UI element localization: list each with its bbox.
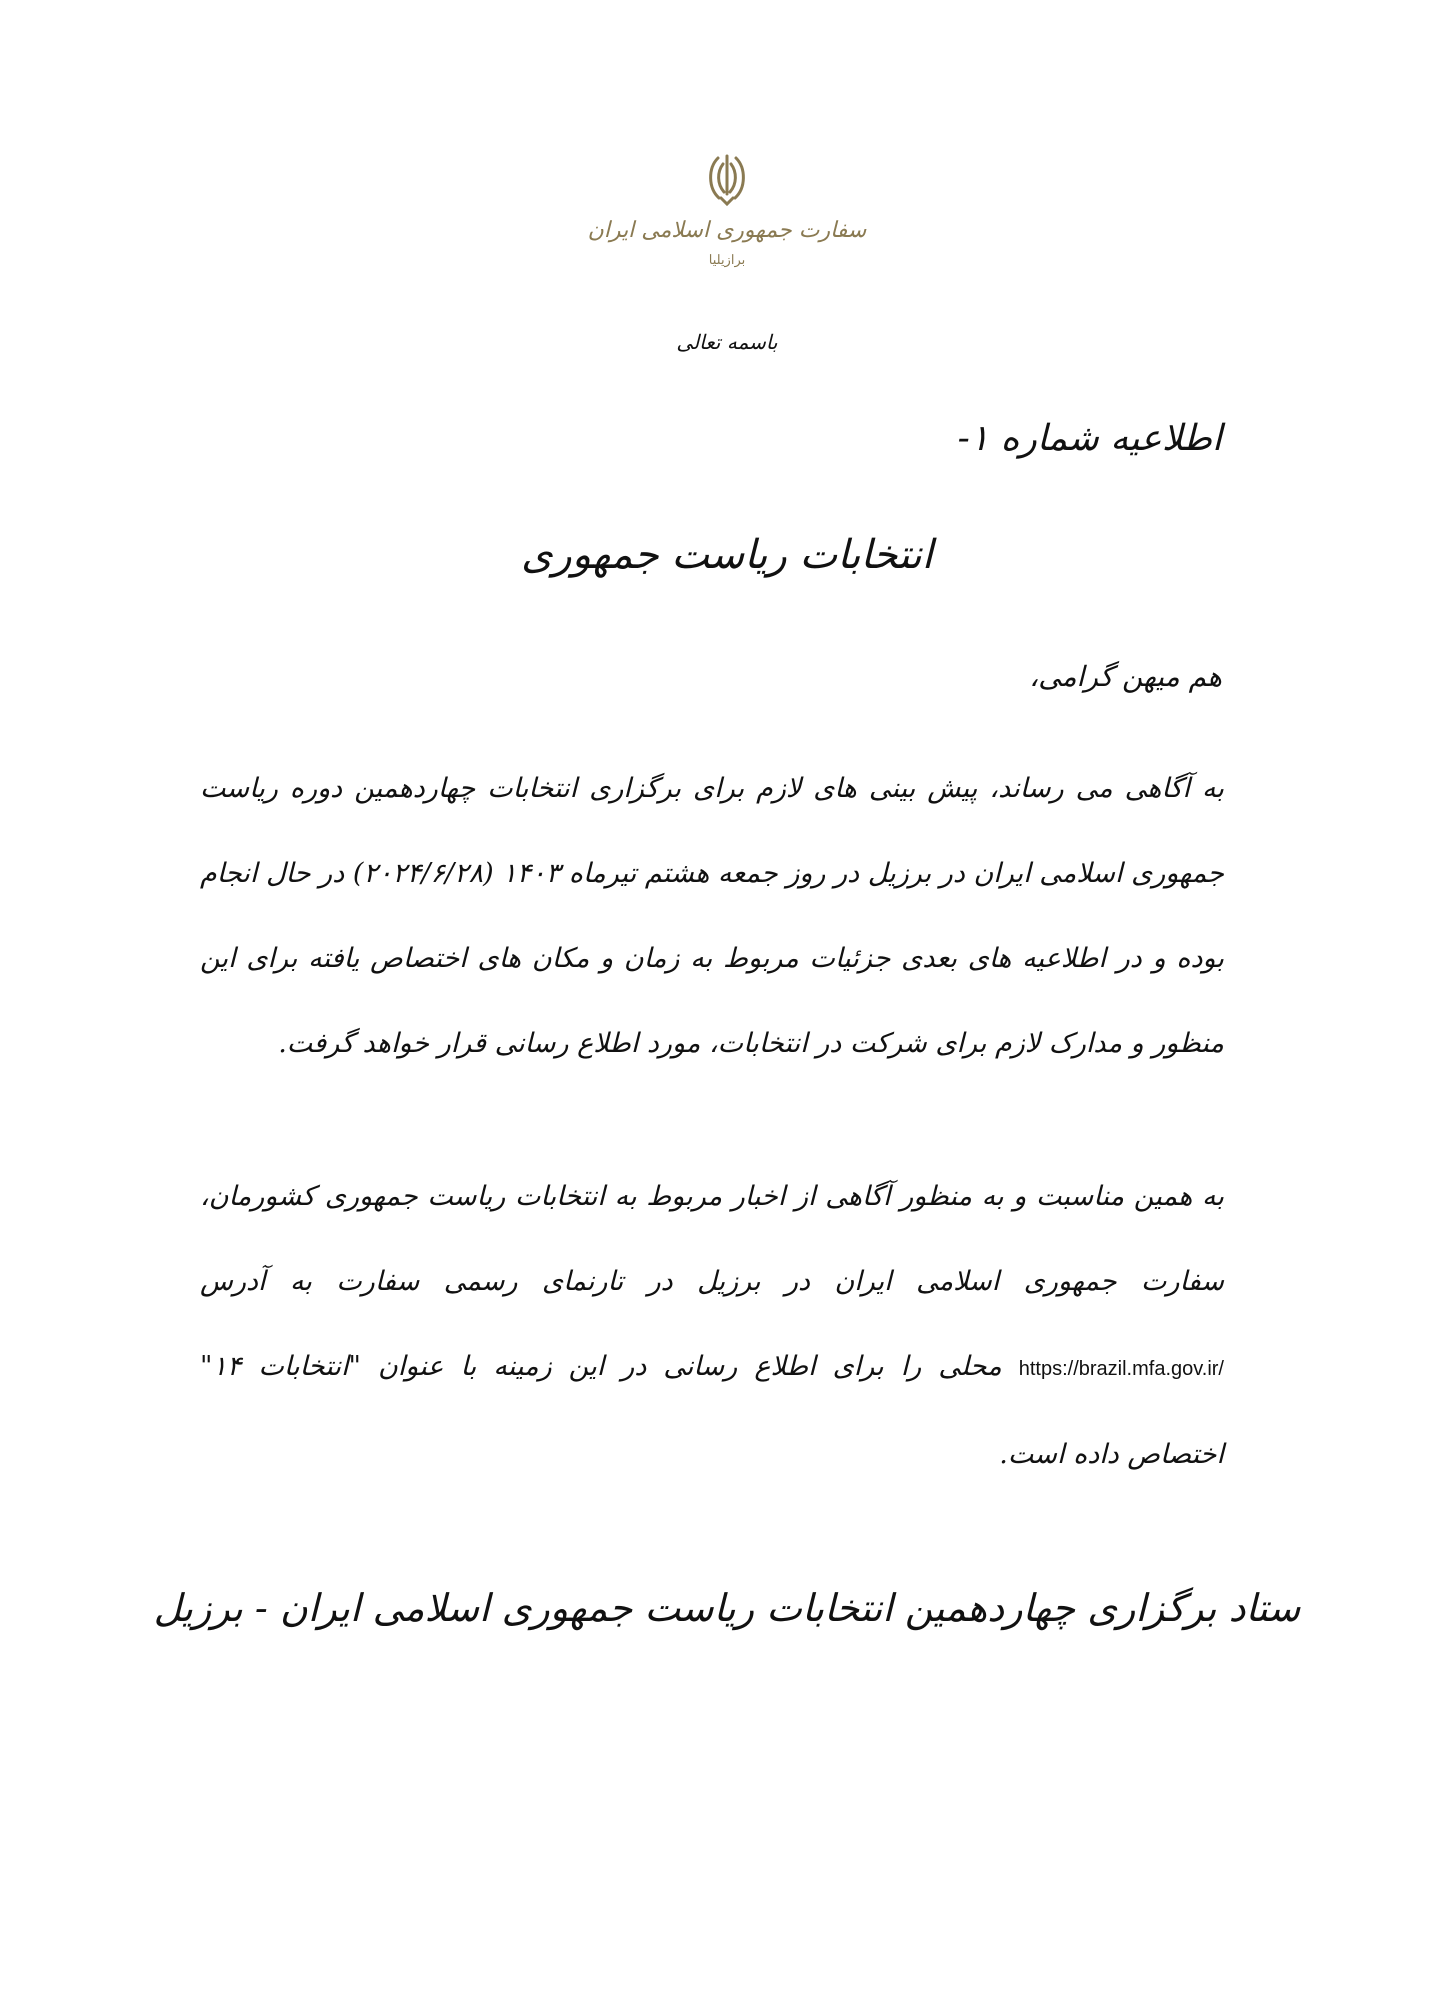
website-url: https://brazil.mfa.gov.ir/	[1018, 1358, 1224, 1380]
embassy-city: برازیلیا	[708, 253, 746, 268]
letterhead	[0, 150, 1454, 268]
paragraph-website	[200, 1154, 1224, 1497]
salutation: هم میهن گرامی،	[1029, 660, 1222, 693]
embassy-name: سفارت جمهوری اسلامی ایران	[587, 218, 867, 243]
page-title: انتخابات ریاست جمهوری	[521, 532, 933, 578]
paragraph-website-text-end: محلی را برای اطلاع رسانی در این زمینه با عنوان "انتخابات ۱۴" اختصاص داده است.	[200, 1351, 1224, 1470]
iran-emblem-icon	[703, 150, 751, 208]
notice-number: اطلاعیه شماره ۱-	[957, 418, 1222, 459]
paragraph-website-text-start: به همین مناسبت و به منظور آگاهی از اخبار مربوط به انتخابات ریاست جمهوری کشورمان، سفارت جمهوری اسلامی ایران در برزیل در تارنمای رسمی سفارت به آدرس	[200, 1181, 1224, 1297]
invocation: باسمه تعالی	[676, 330, 778, 354]
paragraph-announcement: به آگاهی می رساند، پیش بینی های لازم برای برگزاری انتخابات چهاردهمین دوره ریاست جمهوری اسلامی ایران در برزیل در روز جمعه هشتم تیرماه ۱۴۰۳ (۲۰۲۴/۶/۲۸) در حال انجام بوده و در اطلاعیه های بعدی جزئیات مربوط به زمان و مکان های اختصاص یافته برای این منظور و مدارک لازم برای شرکت در انتخابات، مورد اطلاع رسانی قرار خواهد گرفت.	[200, 773, 1224, 1059]
signature: ستاد برگزاری چهاردهمین انتخابات ریاست جمهوری اسلامی ایران - برزیل	[153, 1586, 1301, 1630]
